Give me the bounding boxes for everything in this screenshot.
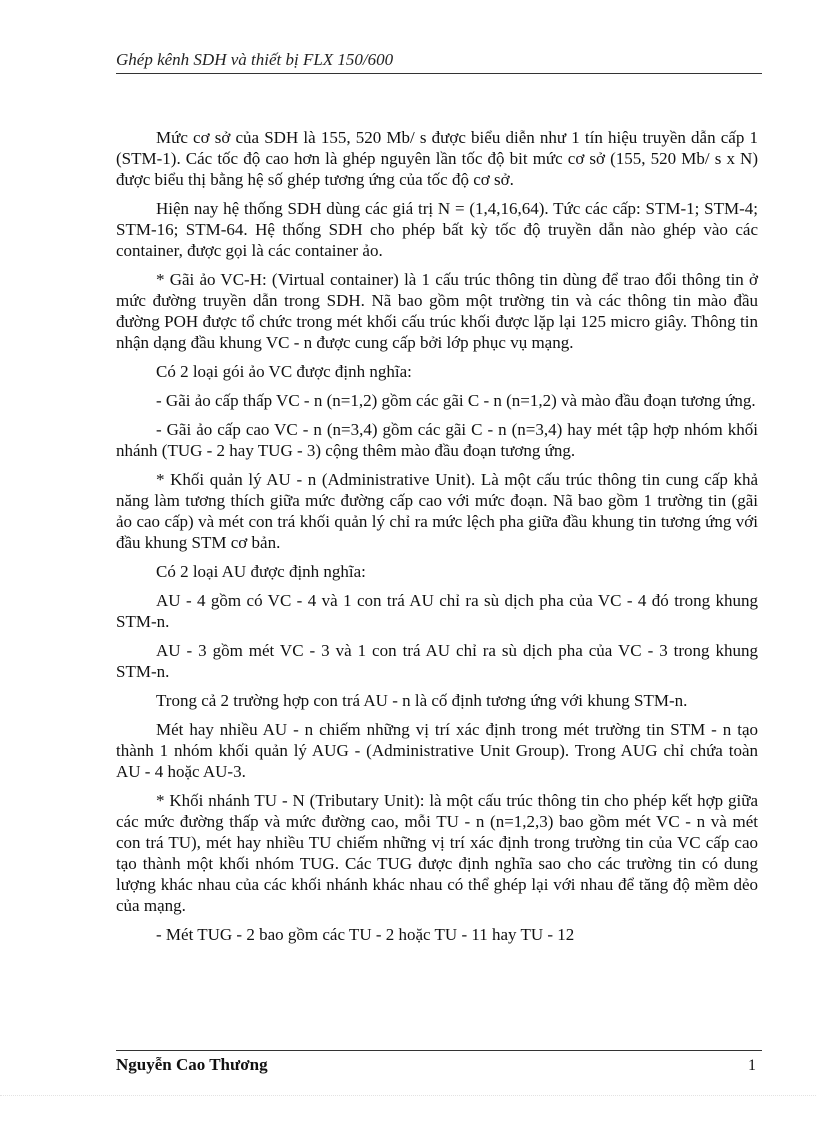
paragraph: Mức cơ sở của SDH là 155, 520 Mb/ s được biểu diễn như 1 tín hiệu truyền dẫn cấp 1 (STM-1). Các tốc độ cao hơn là ghép nguyên lần tốc độ bit mức cơ sở (155, 520 Mb/ s x N) được biểu thị bằng hệ số ghép tương ứng của tốc độ cơ sở. — [116, 128, 758, 189]
page-edge-divider — [0, 1095, 816, 1096]
paragraph: Trong cả 2 trường hợp con trá AU - n là cố định tương ứng với khung STM-n. — [156, 691, 688, 710]
paragraph: - Gãi ảo cấp thấp VC - n (n=1,2) gồm các gãi C - n (n=1,2) và mào đầu đoạn tương ứng. — [156, 391, 756, 410]
paragraph: AU - 3 gồm mét VC - 3 và 1 con trá AU chỉ ra sù dịch pha của VC - 3 trong khung STM-n. — [116, 641, 758, 681]
footer-divider — [116, 1050, 762, 1051]
paragraph: * Khối nhánh TU - N (Tributary Unit): là một cấu trúc thông tin cho phép kết hợp giữa các mức đường thấp và mức đường cao, mỗi TU - n (n=1,2,3) bao gồm mét VC - n và mét con trá TU), mét hay nhiều TU chiếm những vị trí xác định trong trường tin của VC cấp cao tạo thành một khối nhóm TUG. Các TUG được định nghĩa sao cho các trường tin có dung lượng khác nhau của các khối nhánh khác nhau có thể ghép lại với nhau để tăng độ mềm dẻo của mạng. — [116, 791, 758, 915]
page-number: 1 — [748, 1057, 756, 1074]
paragraph: Mét hay nhiều AU - n chiếm những vị trí xác định trong mét trường tin STM - n tạo thành 1 nhóm khối quản lý AUG - (Administrative Unit Group). Trong AUG chỉ chứa toàn AU - 4 hoặc AU-3. — [116, 720, 758, 781]
paragraph: Có 2 loại gói ảo VC được định nghĩa: — [156, 362, 412, 381]
document-body — [116, 127, 758, 953]
paragraph: * Khối quản lý AU - n (Administrative Unit). Là một cấu trúc thông tin cung cấp khả năng làm tương thích giữa mức đường cấp cao với mức đoạn. Nã bao gồm 1 trường tin (gãi ảo cao cấp) và mét con trá khối quản lý chỉ ra mức lệch pha giữa đầu khung tin tương ứng với đầu khung STM cơ bản. — [116, 470, 758, 552]
footer-author: Nguyễn Cao Thương — [116, 1055, 268, 1074]
paragraph: AU - 4 gồm có VC - 4 và 1 con trá AU chỉ ra sù dịch pha của VC - 4 đó trong khung STM-n. — [116, 591, 758, 631]
paragraph: Hiện nay hệ thống SDH dùng các giá trị N = (1,4,16,64). Tức các cấp: STM-1; STM-4; STM-16; STM-64. Hệ thống SDH cho phép bất kỳ tốc độ truyền dẫn nào ghép vào các container, được gọi là các container ảo. — [116, 199, 758, 260]
paragraph: * Gãi ảo VC-H: (Virtual container) là 1 cấu trúc thông tin dùng để trao đổi thông tin ở mức đường truyền dẫn trong SDH. Nã bao gồm một trường tin và các thông tin mào đầu đường POH được tổ chức trong mét khối cấu trúc khối được lặp lại 125 micro giây. Thông tin nhận dạng đầu khung VC - n được cung cấp bởi lớp phục vụ mạng. — [116, 270, 758, 352]
running-header: Ghép kênh SDH và thiết bị FLX 150/600 — [116, 50, 762, 74]
paragraph: - Mét TUG - 2 bao gồm các TU - 2 hoặc TU - 11 hay TU - 12 — [156, 925, 575, 944]
paragraph: Có 2 loại AU được định nghĩa: — [156, 562, 366, 581]
paragraph: - Gãi ảo cấp cao VC - n (n=3,4) gồm các gãi C - n (n=3,4) hay mét tập hợp nhóm khối nhánh (TUG - 2 hay TUG - 3) cộng thêm mào đầu đoạn tương ứng. — [116, 420, 758, 460]
